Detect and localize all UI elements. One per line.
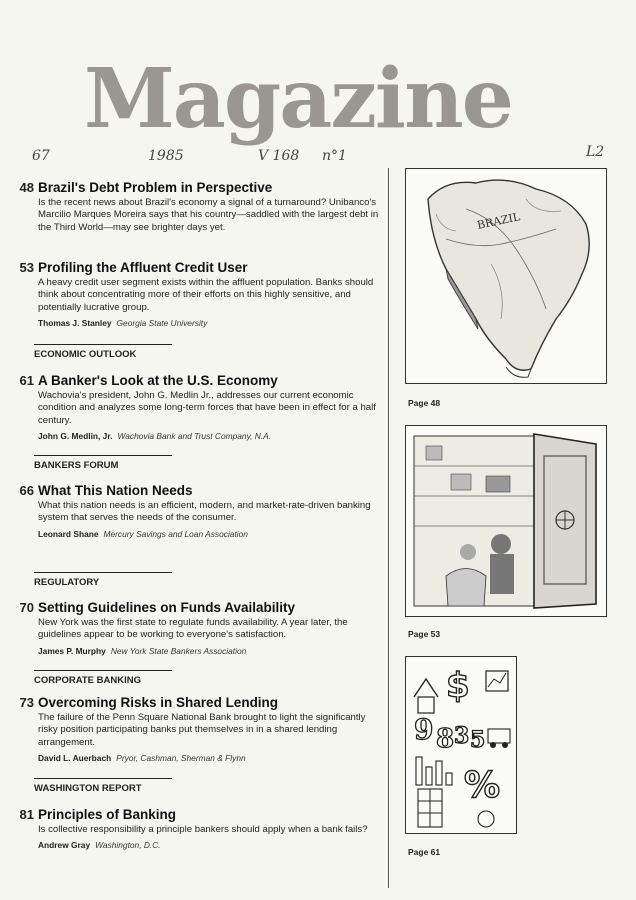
section-header: REGULATORY [34, 572, 172, 588]
illustration-caption: Page 48 [408, 398, 441, 408]
toc-article [12, 807, 380, 850]
author-name: James P. Murphy [38, 645, 106, 656]
article-title: Profiling the Affluent Credit User [38, 260, 248, 275]
article-title: What This Nation Needs [38, 483, 193, 498]
toc-article [12, 695, 380, 763]
author-name: Leonard Shane [38, 528, 99, 539]
collage-dollar: $ [446, 666, 470, 706]
author-affiliation: Mercury Savings and Loan Association [103, 528, 248, 539]
page-number: 53 [19, 260, 34, 275]
author-name: Thomas J. Stanley [38, 318, 112, 329]
collage-digit: 5 [470, 727, 486, 753]
article-description: Is the recent news about Brazil's economy a signal of a turnaround? Unibanco's Marcilio Marques Moreira says that his country—saddled with the largest debt in the Third World—may see brighter days yet. [38, 197, 379, 233]
handwritten-note: 1985 [148, 148, 184, 164]
author-name: Andrew Gray [38, 840, 91, 851]
toc-article [12, 483, 380, 539]
section-header: ECONOMIC OUTLOOK [34, 344, 172, 360]
collage-digit: 9 [414, 713, 434, 746]
section-header: CORPORATE BANKING [34, 670, 172, 686]
article-title: Setting Guidelines on Funds Availability [38, 600, 296, 615]
article-description: What this nation needs is an efficient, modern, and market-rate-driven banking system that serves the needs of the consumer. [38, 500, 371, 524]
illustration-caption: Page 53 [408, 629, 441, 639]
page-number: 73 [19, 695, 34, 710]
section-header: WASHINGTON REPORT [34, 778, 172, 794]
column-divider [388, 168, 389, 888]
article-description: Wachovia's president, John G. Medlin Jr., addresses our current economic condition and analyzes some long-term forces that have been in effect for a half century. [38, 390, 376, 426]
page-number: 48 [19, 180, 34, 195]
article-description: The failure of the Penn Square National Bank brought to light the significantly risky position participating banks put themselves in in a shared lending arrangement. [38, 712, 366, 748]
article-description: Is collective responsibility a principle bankers should apply when a bank fails? [38, 824, 368, 835]
author-affiliation: Georgia State University [116, 318, 208, 329]
author-affiliation: Washington, D.C. [95, 840, 161, 851]
collage-digit: 3 [454, 723, 470, 749]
masthead-title: Magazine [84, 51, 512, 147]
article-description: New York was the first state to regulate funds availability. A year later, the guidelines appear to be working to everyone's satisfaction. [38, 617, 348, 641]
author-name: David L. Auerbach [38, 753, 112, 764]
toc-article [12, 180, 380, 234]
handwritten-note: V 168 [258, 148, 300, 164]
section-header: BANKERS FORUM [34, 455, 172, 471]
illustration-vault [405, 425, 607, 617]
illustration-brazil-map [405, 168, 607, 384]
toc-article [12, 260, 380, 328]
author-affiliation: New York State Bankers Association [110, 645, 247, 656]
collage-digit: 8 [436, 724, 455, 754]
illustration-caption: Page 61 [408, 847, 441, 857]
article-title: A Banker's Look at the U.S. Economy [38, 373, 278, 388]
page-number: 70 [19, 600, 34, 615]
author-affiliation: Pryor, Cashman, Sherman & Flynn [116, 753, 246, 764]
collage-percent: % [464, 765, 501, 806]
page-number: 61 [19, 373, 34, 388]
handwritten-note: n°1 [322, 148, 347, 164]
handwritten-note: 67 [32, 148, 50, 164]
article-description: A heavy credit user segment exists within the affluent population. Banks should think about concentrating more of their efforts on this highly sensitive, and potentially lucrative group. [38, 277, 374, 313]
page-number: 66 [19, 483, 34, 498]
toc-article [12, 600, 380, 656]
page-number: 81 [19, 807, 34, 822]
article-title: Brazil's Debt Problem in Perspective [38, 180, 273, 195]
handwritten-note: L2 [586, 144, 605, 160]
article-title: Principles of Banking [38, 807, 177, 822]
author-name: John G. Medlin, Jr. [38, 431, 113, 442]
toc-article [12, 373, 380, 441]
author-affiliation: Wachovia Bank and Trust Company, N.A. [117, 431, 272, 442]
article-title: Overcoming Risks in Shared Lending [38, 695, 279, 710]
map-label: BRAZIL [475, 210, 522, 232]
illustration-finance-collage [405, 656, 517, 834]
